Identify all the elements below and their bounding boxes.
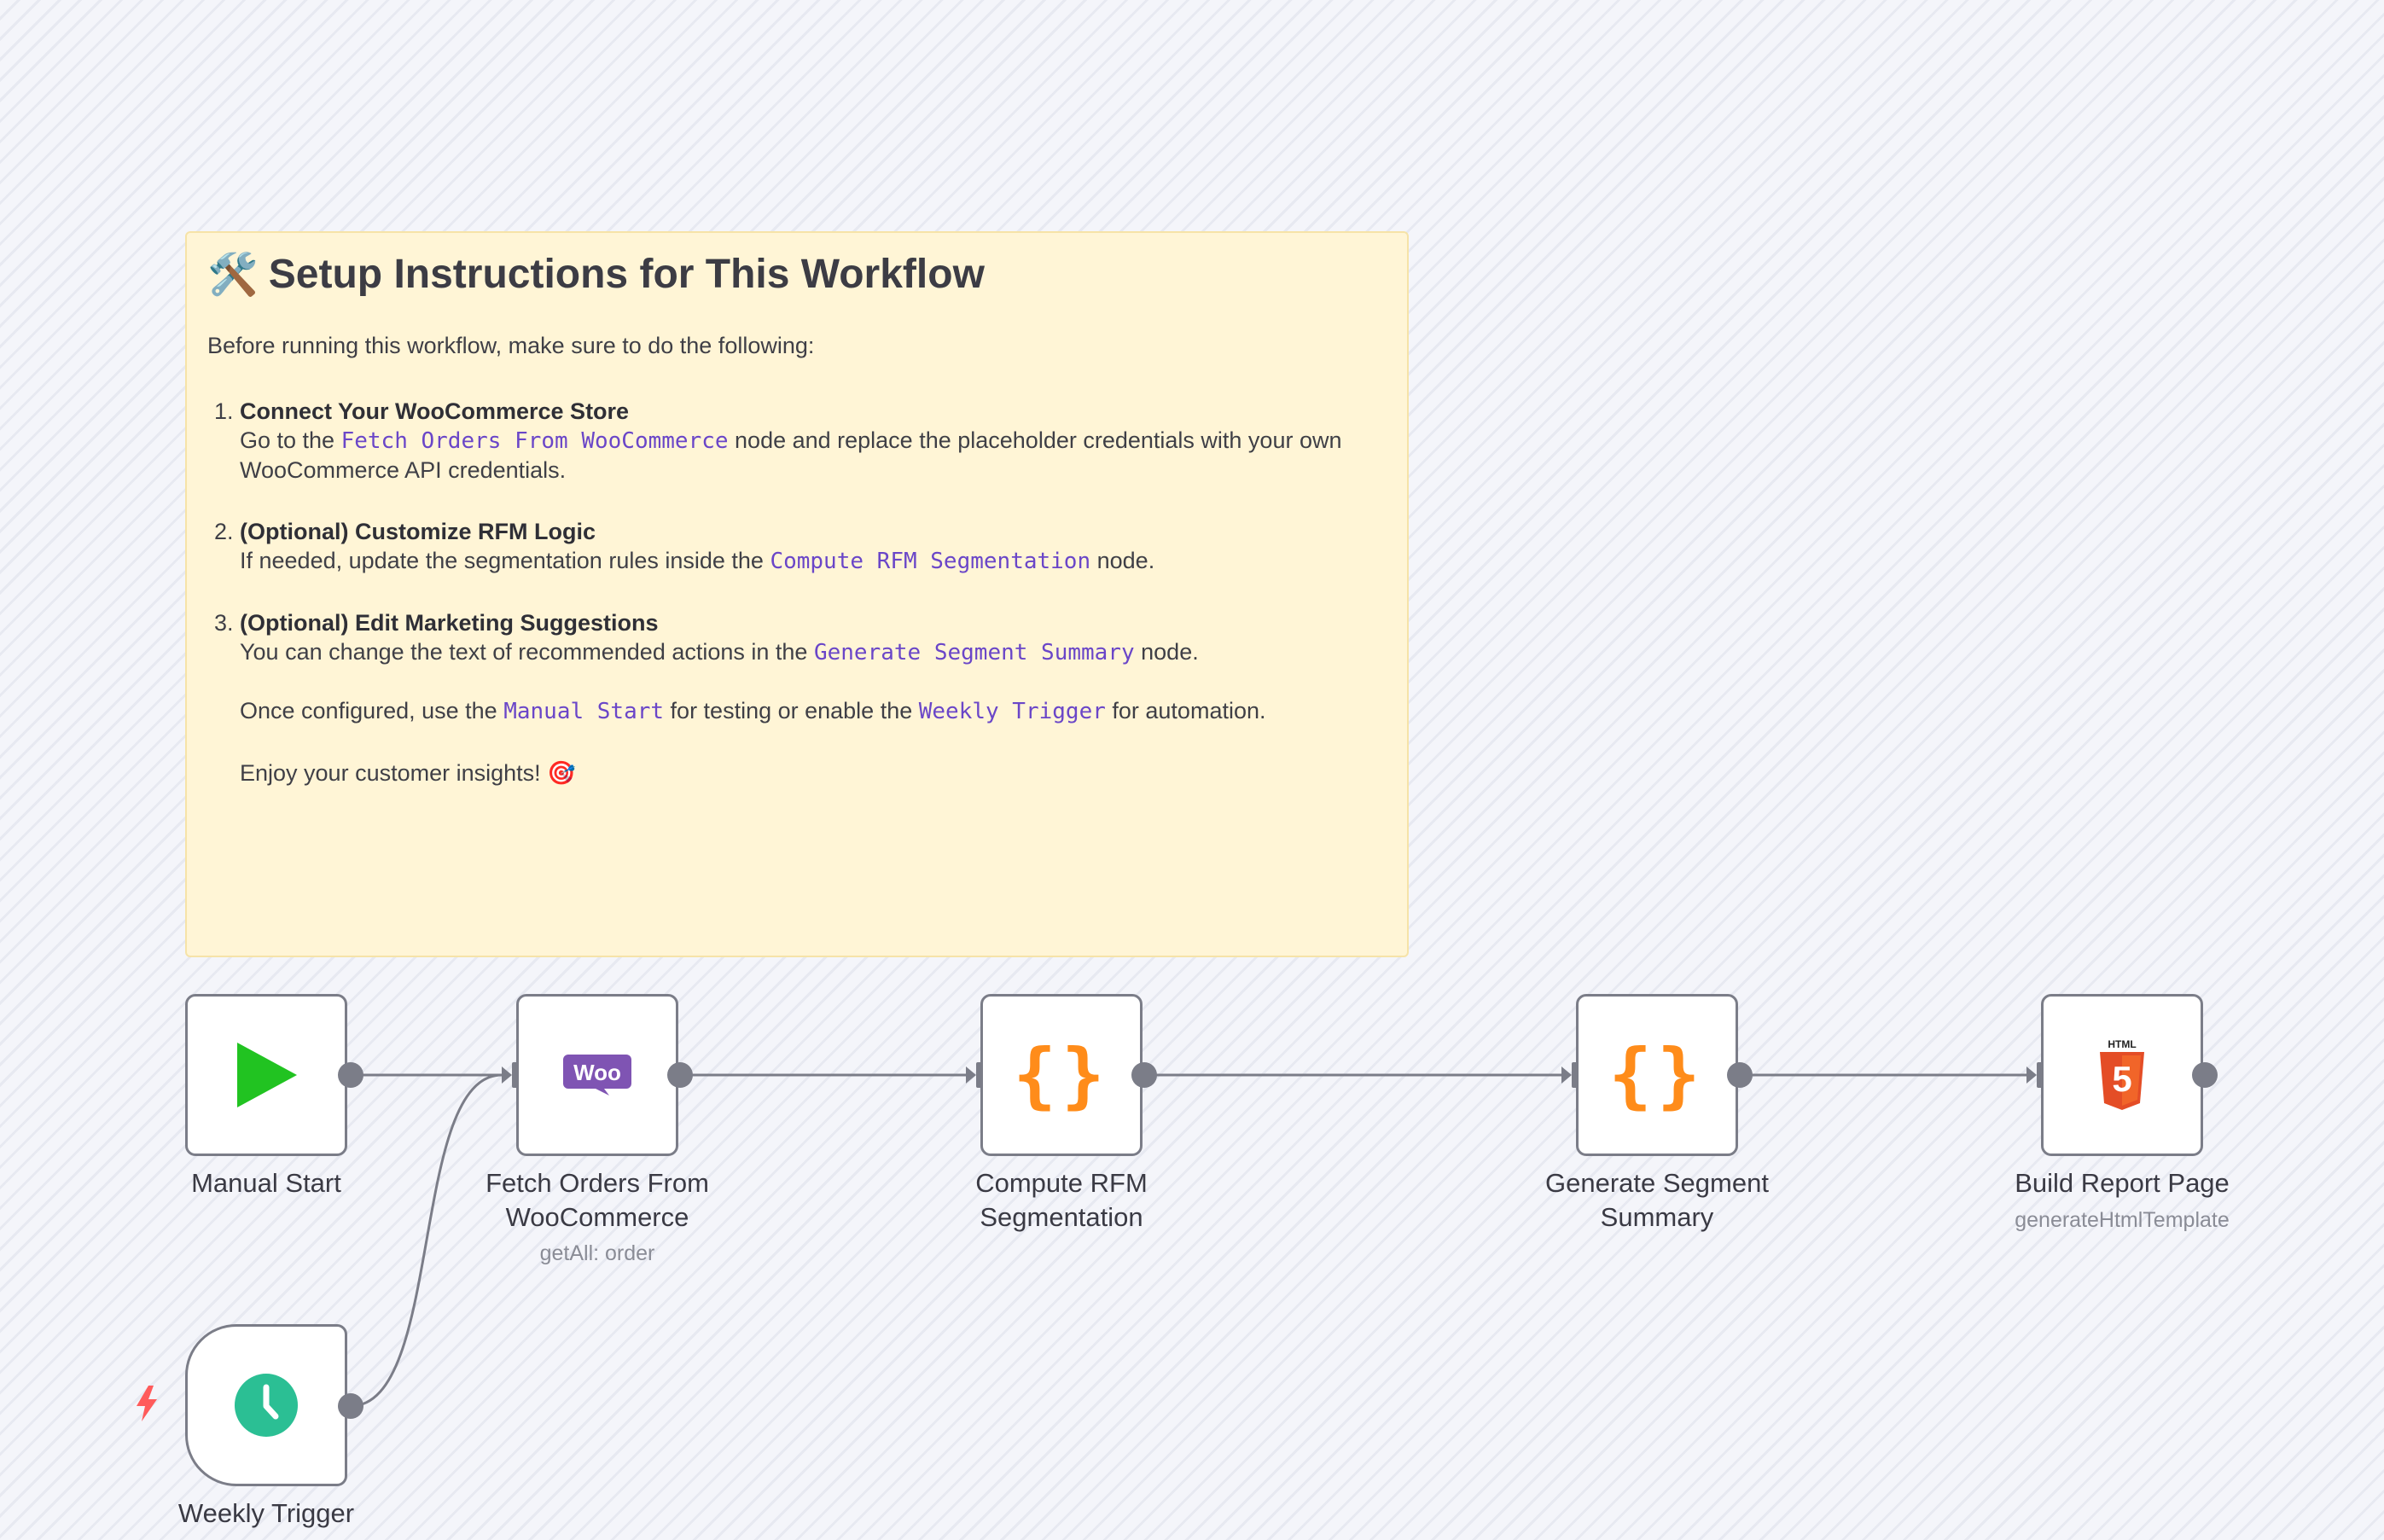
note-intro: Before running this workflow, make sure to do the following: bbox=[207, 333, 815, 358]
node-label bbox=[427, 1166, 768, 1235]
setup-step bbox=[240, 397, 1387, 485]
output-handle[interactable] bbox=[1727, 1062, 1753, 1088]
setup-step bbox=[240, 517, 1387, 576]
step-heading: (Optional) Edit Marketing Suggestions bbox=[240, 610, 659, 636]
configured-text: for testing or enable the bbox=[664, 698, 919, 724]
note-configured bbox=[240, 696, 1387, 726]
configured-text: Once configured, use the bbox=[240, 698, 504, 724]
setup-step bbox=[240, 608, 1387, 667]
inline-code: Weekly Trigger bbox=[918, 699, 1106, 724]
woocommerce-icon-text: Woo bbox=[573, 1060, 621, 1085]
trigger-bolt-icon bbox=[133, 1384, 160, 1423]
arrow-head bbox=[502, 1066, 512, 1084]
step-text: If needed, update the segmentation rules inside the bbox=[240, 548, 770, 573]
node-generate-summary[interactable] bbox=[1576, 994, 1738, 1156]
note-title bbox=[207, 250, 1387, 299]
code-braces-icon: {} bbox=[1608, 1033, 1706, 1117]
node-label-text: Generate Segment Summary bbox=[1545, 1168, 1769, 1232]
node-label bbox=[1486, 1166, 1828, 1235]
inline-code: Compute RFM Segmentation bbox=[770, 549, 1091, 574]
note-enjoy: Enjoy your customer insights! 🎯 bbox=[240, 760, 576, 786]
html5-icon bbox=[2096, 1038, 2148, 1112]
node-label bbox=[891, 1166, 1232, 1235]
output-handle[interactable] bbox=[338, 1393, 363, 1419]
step-text: You can change the text of recommended actions in the bbox=[240, 639, 814, 665]
sticky-note-setup-instructions[interactable] bbox=[185, 231, 1409, 957]
step-text: node and replace the placeholder credentials with your own WooCommerce API credentials. bbox=[240, 427, 1342, 483]
setup-steps-list bbox=[207, 397, 1387, 667]
step-text: node. bbox=[1134, 639, 1199, 665]
play-icon bbox=[232, 1039, 300, 1111]
step-heading: Connect Your WooCommerce Store bbox=[240, 398, 630, 424]
code-braces-icon: {} bbox=[1013, 1033, 1110, 1117]
node-fetch-orders[interactable] bbox=[516, 994, 678, 1156]
node-subtitle: generateHtmlTemplate bbox=[2015, 1208, 2230, 1232]
output-handle[interactable] bbox=[667, 1062, 693, 1088]
clock-icon bbox=[233, 1372, 299, 1438]
arrow-head bbox=[966, 1066, 976, 1084]
output-handle[interactable] bbox=[2192, 1062, 2218, 1088]
node-build-report[interactable] bbox=[2041, 994, 2203, 1156]
step-text: Go to the bbox=[240, 427, 341, 453]
note-title-text: Setup Instructions for This Workflow bbox=[268, 252, 985, 297]
step-heading: (Optional) Customize RFM Logic bbox=[240, 519, 596, 544]
node-label: Weekly Trigger bbox=[177, 1498, 355, 1528]
output-handle[interactable] bbox=[1131, 1062, 1157, 1088]
output-handle[interactable] bbox=[338, 1062, 363, 1088]
node-label-text: Fetch Orders From WooCommerce bbox=[486, 1168, 709, 1232]
inline-code: Manual Start bbox=[503, 699, 665, 724]
node-label-text: Compute RFM Segmentation bbox=[975, 1168, 1148, 1232]
inline-code: Generate Segment Summary bbox=[813, 640, 1135, 665]
html5-icon-digit: 5 bbox=[2112, 1059, 2132, 1099]
configured-text: for automation. bbox=[1105, 698, 1266, 724]
node-weekly-trigger[interactable] bbox=[185, 1324, 347, 1486]
node-label: Build Report Page bbox=[2015, 1168, 2230, 1198]
step-text: node. bbox=[1090, 548, 1155, 573]
woocommerce-icon bbox=[561, 1053, 633, 1097]
node-subtitle: getAll: order bbox=[539, 1241, 655, 1265]
node-compute-rfm[interactable] bbox=[980, 994, 1143, 1156]
html5-icon-caption: HTML bbox=[2108, 1038, 2137, 1050]
arrow-head bbox=[2026, 1066, 2037, 1084]
node-manual-start[interactable] bbox=[185, 994, 347, 1156]
edge-weekly-to-fetch[interactable] bbox=[351, 1075, 502, 1406]
node-label: Manual Start bbox=[191, 1168, 341, 1198]
arrow-head bbox=[1561, 1066, 1572, 1084]
tools-icon: 🛠️ bbox=[207, 253, 259, 298]
inline-code: Fetch Orders From WooCommerce bbox=[340, 428, 729, 454]
